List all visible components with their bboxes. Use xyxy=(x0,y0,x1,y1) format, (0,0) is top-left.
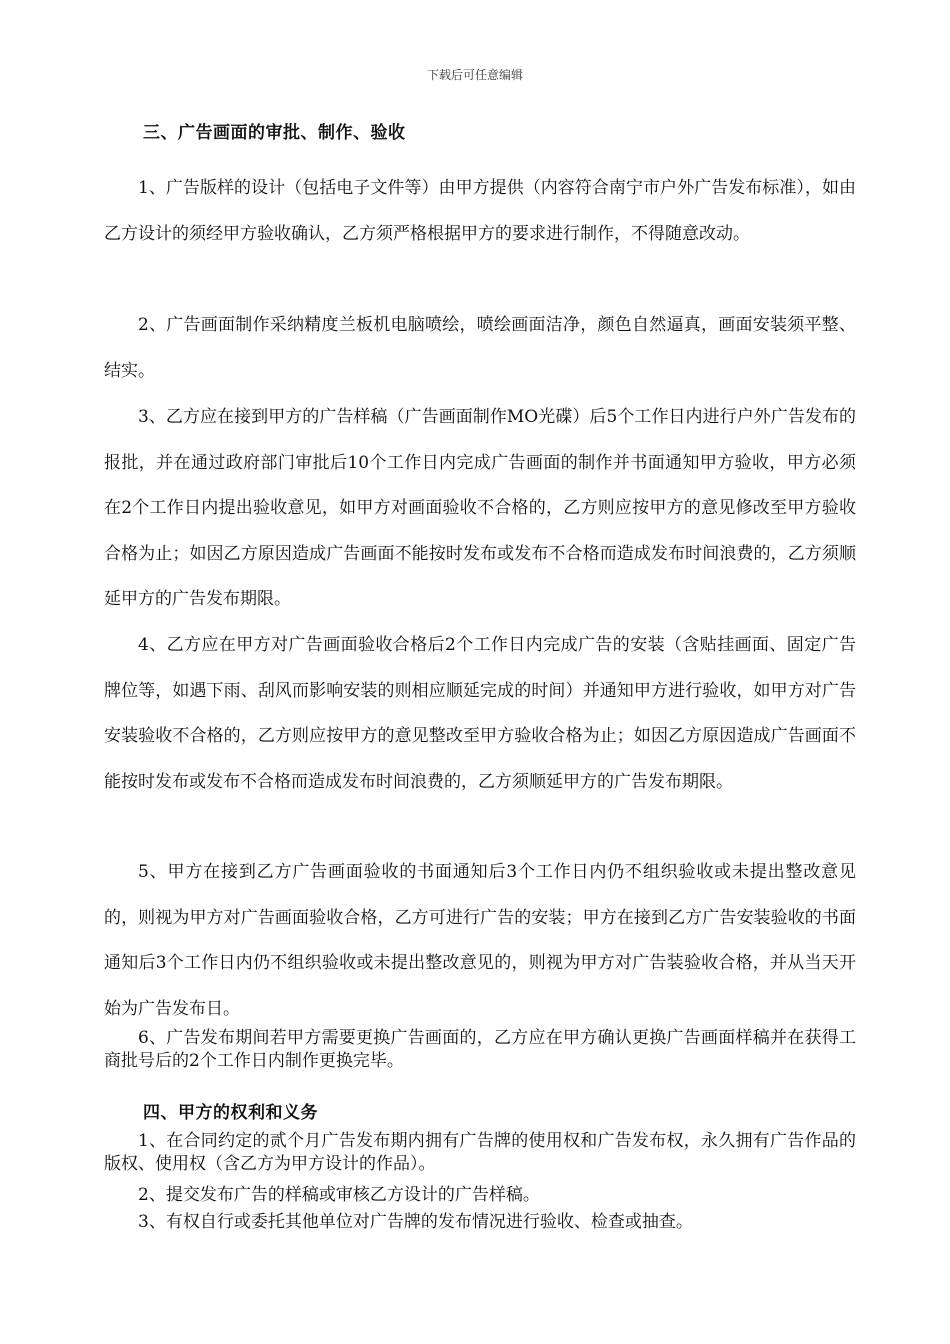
section-3-item-5: 5、甲方在接到乙方广告画面验收的书面通知后3个工作日内仍不组织验收或未提出整改意见的，则视为甲方对广告画面验收合格，乙方可进行广告的安装；甲方在接到乙方广告安装验收的书面通知后3个工作日内仍不组织验收或未提出整改意见的，则视为甲方对广告装验收合格，并从当天开始为广告发布日。 xyxy=(104,862,856,1019)
page-header-note: 下载后可任意编辑 xyxy=(426,68,523,82)
section-4-item-3: 3、有权自行或委托其他单位对广告牌的发布情况进行验收、检查或抽查。 xyxy=(138,1212,693,1232)
section-3-item-4: 4、乙方应在甲方对广告画面验收合格后2个工作日内完成广告的安装（含贴挂画面、固定广告牌位等，如遇下雨、刮风而影响安装的则相应顺延完成的时间）并通知甲方进行验收，如甲方对广告安装验收不合格的，乙方则应按甲方的意见整改至甲方验收合格为止；如因乙方原因造成广告画面不能按时发布或发布不合格而造成发布时间浪费的，乙方须顺延甲方的广告发布期限。 xyxy=(104,635,856,792)
section-3-item-1: 1、广告版样的设计（包括电子文件等）由甲方提供（内容符合南宁市户外广告发布标准），如由乙方设计的须经甲方验收确认，乙方须严格根据甲方的要求进行制作，不得随意改动。 xyxy=(104,178,856,244)
section-4-item-1: 1、在合同约定的贰个月广告发布期内拥有广告牌的使用权和广告发布权，永久拥有广告作品的版权、使用权（含乙方为甲方设计的作品）。 xyxy=(104,1131,856,1174)
section-3-item-2: 2、广告画面制作采纳精度兰板机电脑喷绘，喷绘画面洁净，颜色自然逼真，画面安装须平整、结实。 xyxy=(104,315,856,381)
section-3-item-3: 3、乙方应在接到甲方的广告样稿（广告画面制作MO光碟）后5个工作日内进行户外广告发布的报批，并在通过政府部门审批后10个工作日内完成广告画面的制作并书面通知甲方验收，甲方必须在2个工作日内提出验收意见，如甲方对画面验收不合格的，乙方则应按甲方的意见修改至甲方验收合格为止；如因乙方原因造成广告画面不能按时发布或发布不合格而造成发布时间浪费的，乙方须顺延甲方的广告发布期限。 xyxy=(104,407,856,609)
section-3-heading: 三、广告画面的审批、制作、验收 xyxy=(143,123,406,143)
section-4-item-2: 2、提交发布广告的样稿或审核乙方设计的广告样稿。 xyxy=(138,1185,540,1205)
section-3-item-6: 6、广告发布期间若甲方需要更换广告画面的，乙方应在甲方确认更换广告画面样稿并在获得工商批号后的2个工作日内制作更换完毕。 xyxy=(104,1028,856,1071)
section-4-heading: 四、甲方的权利和义务 xyxy=(143,1103,318,1123)
